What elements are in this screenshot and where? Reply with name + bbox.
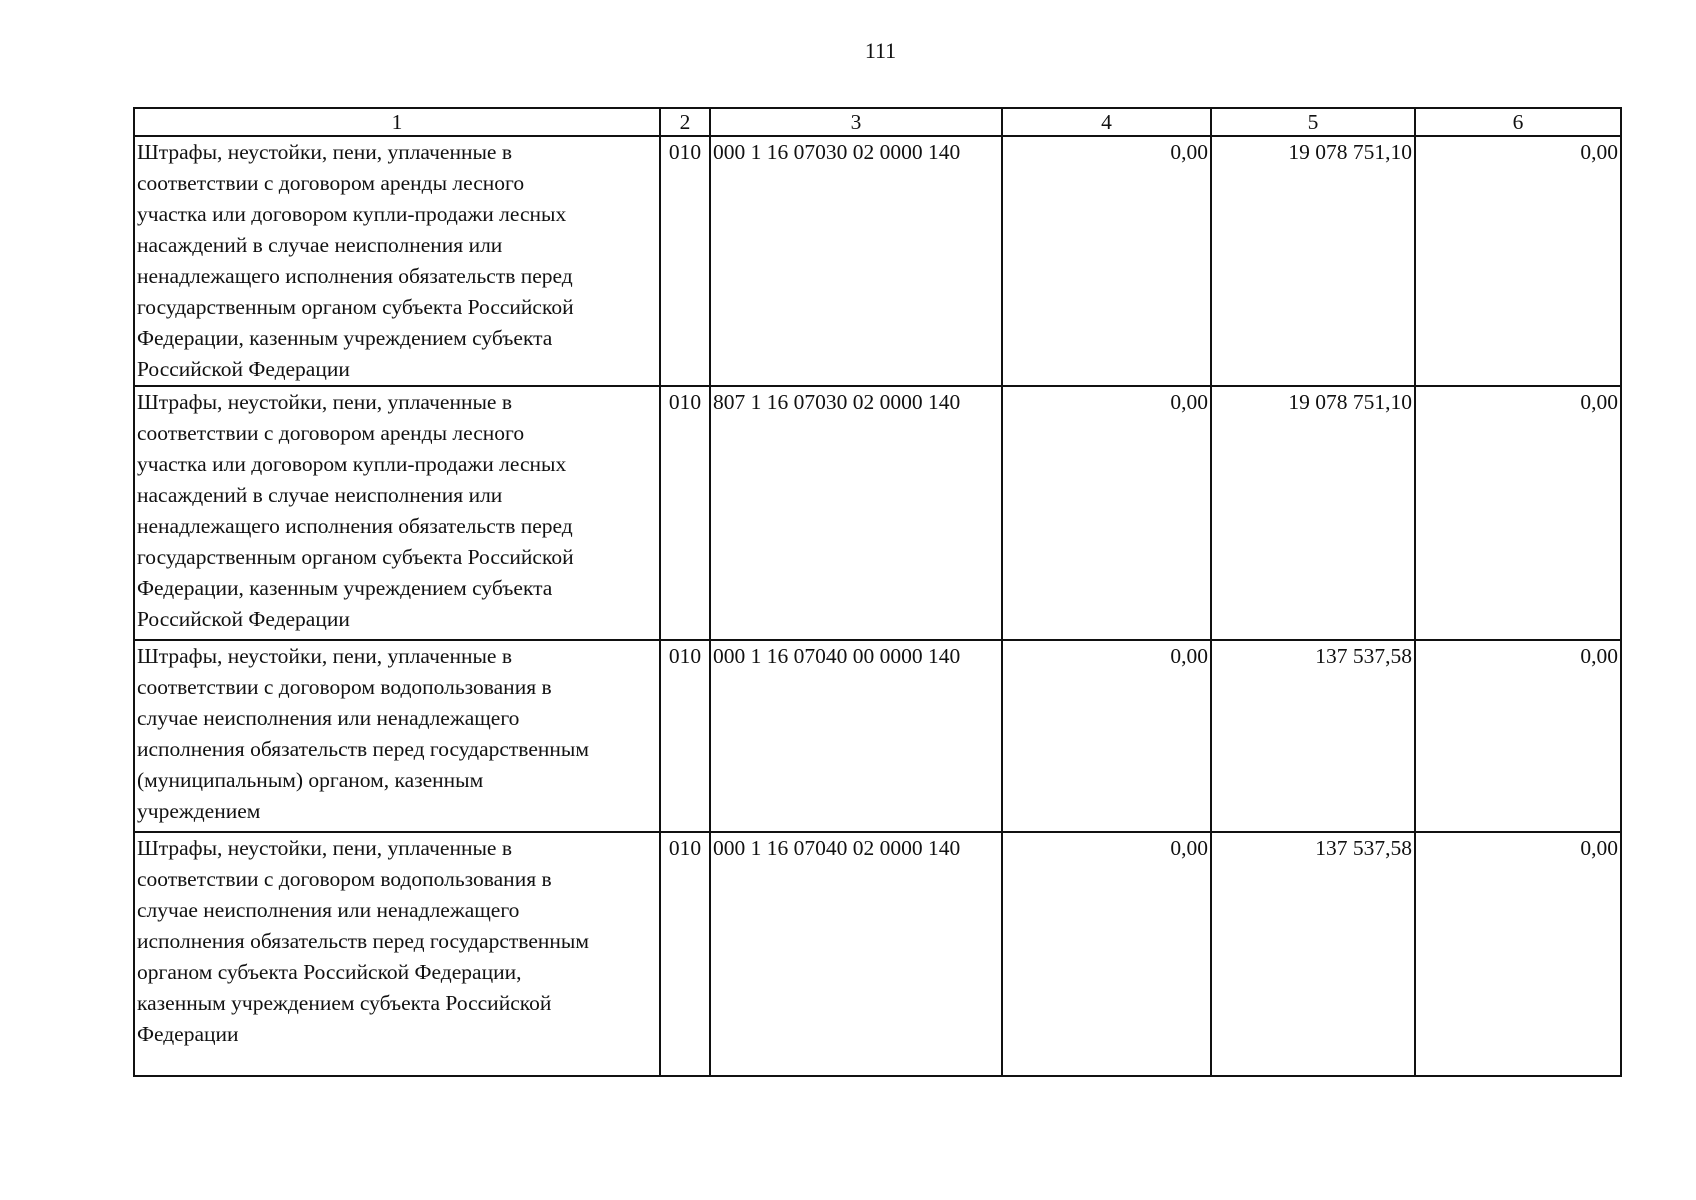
row-value-col6: 0,00 — [1415, 640, 1621, 832]
revenue-table — [133, 107, 1622, 1077]
row-value-col5: 19 078 751,10 — [1211, 136, 1415, 386]
row-budget-code: 807 1 16 07030 02 0000 140 — [710, 386, 1002, 640]
column-header-2: 2 — [660, 108, 710, 136]
row-value-col5: 137 537,58 — [1211, 640, 1415, 832]
row-value-col6: 0,00 — [1415, 386, 1621, 640]
row-value-col4: 0,00 — [1002, 386, 1211, 640]
column-header-1: 1 — [134, 108, 660, 136]
column-header-4: 4 — [1002, 108, 1211, 136]
row-description: Штрафы, неустойки, пени, уплаченные в соответствии с договором водопользования в случае неисполнения или ненадлежащего исполнения обязательств перед государственным (муниципальным) органом, казенным учреждением — [134, 640, 660, 832]
row-budget-code: 000 1 16 07040 02 0000 140 — [710, 832, 1002, 1076]
row-value-col6: 0,00 — [1415, 832, 1621, 1076]
row-line-code: 010 — [660, 640, 710, 832]
row-value-col4: 0,00 — [1002, 832, 1211, 1076]
row-value-col5: 137 537,58 — [1211, 832, 1415, 1076]
row-description: Штрафы, неустойки, пени, уплаченные в соответствии с договором аренды лесного участка или договором купли-продажи лесных насаждений в случае неисполнения или ненадлежащего исполнения обязательств перед государственным органом субъекта Российской Федерации, казенным учреждением субъекта Российской Федерации — [134, 136, 660, 386]
row-description: Штрафы, неустойки, пени, уплаченные в соответствии с договором аренды лесного участка или договором купли-продажи лесных насаждений в случае неисполнения или ненадлежащего исполнения обязательств перед государственным органом субъекта Российской Федерации, казенным учреждением субъекта Российской Федерации — [134, 386, 660, 640]
row-budget-code: 000 1 16 07040 00 0000 140 — [710, 640, 1002, 832]
table-row — [134, 136, 1621, 386]
column-header-6: 6 — [1415, 108, 1621, 136]
table-header-row — [134, 108, 1621, 136]
row-line-code: 010 — [660, 386, 710, 640]
row-line-code: 010 — [660, 832, 710, 1076]
row-value-col6: 0,00 — [1415, 136, 1621, 386]
column-header-5: 5 — [1211, 108, 1415, 136]
table-row — [134, 386, 1621, 640]
row-line-code: 010 — [660, 136, 710, 386]
table-row — [134, 640, 1621, 832]
page-number: 111 — [864, 38, 897, 63]
row-description: Штрафы, неустойки, пени, уплаченные в соответствии с договором водопользования в случае неисполнения или ненадлежащего исполнения обязательств перед государственным органом субъекта Российской Федерации, казенным учреждением субъекта Российской Федерации — [134, 832, 660, 1076]
row-value-col5: 19 078 751,10 — [1211, 386, 1415, 640]
column-header-3: 3 — [710, 108, 1002, 136]
row-value-col4: 0,00 — [1002, 136, 1211, 386]
row-budget-code: 000 1 16 07030 02 0000 140 — [710, 136, 1002, 386]
row-value-col4: 0,00 — [1002, 640, 1211, 832]
table-row — [134, 832, 1621, 1076]
